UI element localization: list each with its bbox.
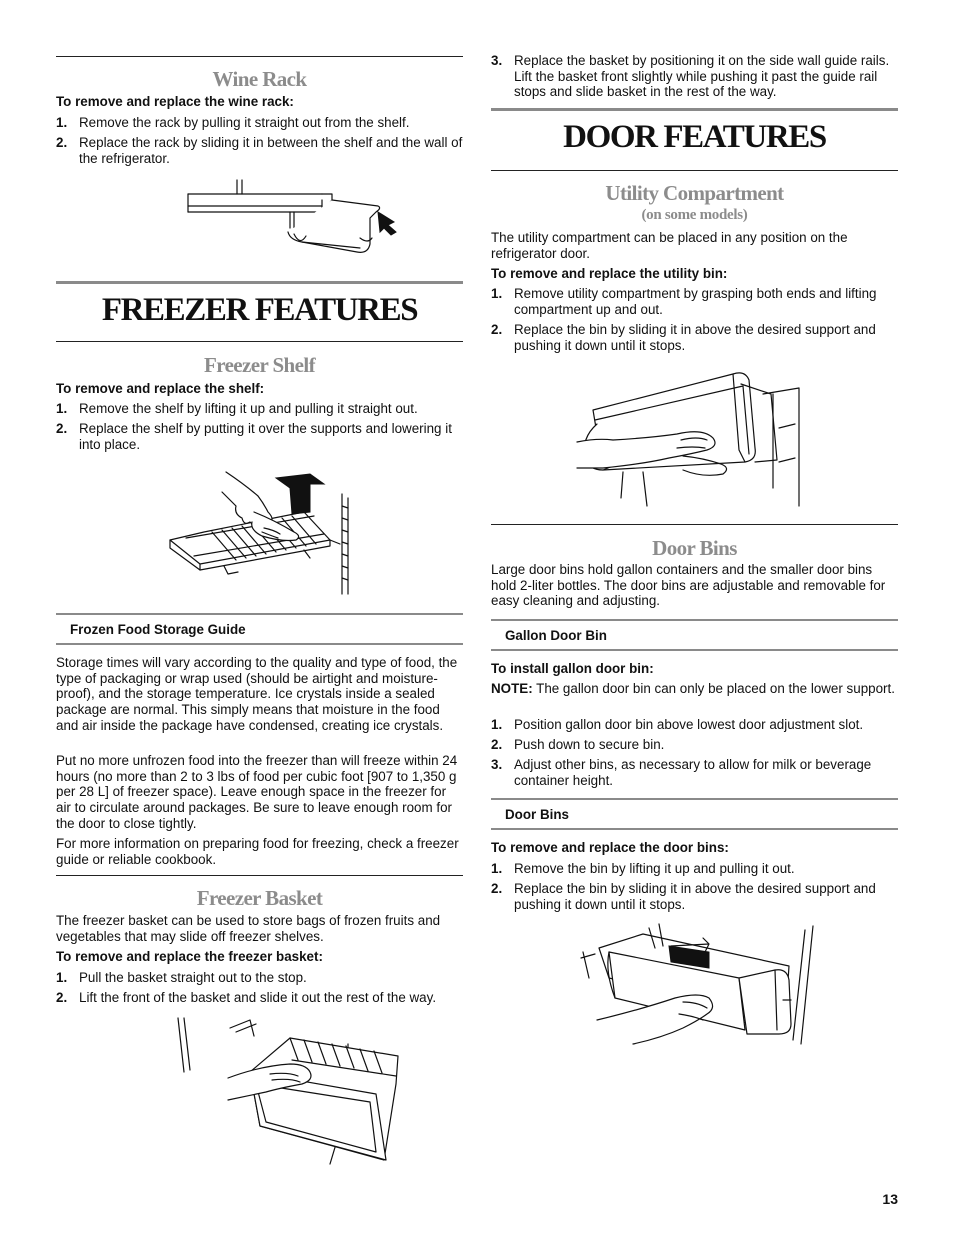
step-number: 1. bbox=[56, 970, 68, 985]
freezer-basket-step-1 bbox=[56, 970, 463, 986]
wine-rack-step-2 bbox=[56, 135, 463, 166]
step-number: 2. bbox=[56, 990, 68, 1005]
step-number: 3. bbox=[491, 757, 503, 772]
step-number: 1. bbox=[56, 401, 68, 416]
section-rule bbox=[491, 170, 898, 171]
utility-compartment-heading: Utility Compartment bbox=[605, 181, 784, 205]
storage-guide-heading: Frozen Food Storage Guide bbox=[70, 622, 246, 637]
note-text: The gallon door bin can only be placed on the lower support. bbox=[532, 681, 895, 696]
utility-step-1 bbox=[491, 286, 898, 317]
step-text: Lift the front of the basket and slide it out the rest of the way. bbox=[79, 990, 437, 1005]
gallon-instruction: To install gallon door bin: bbox=[491, 661, 654, 676]
freezer-basket-illustration bbox=[170, 1014, 410, 1172]
door-bins-intro: Large door bins hold gallon containers and the smaller door bins hold 2-liter bottles. The door bins are adjustable and removable for easy cleaning and adjusting. bbox=[491, 562, 886, 609]
door-bins-subheading: Door Bins bbox=[505, 807, 569, 822]
note-label: NOTE: bbox=[491, 681, 533, 696]
storage-paragraph-2: Put no more unfrozen food into the freezer than will freeze within 24 hours (no more than 2 to 3 lbs of food per cubic foot [907 to 1,350 g per 28 L] of freezer space). Leave enough space in the freezer for air to circulate around packages. Be sure to leave enough room for the door to close tightly. bbox=[56, 753, 458, 831]
step-text: Replace the shelf by putting it over the supports and lowering it into place. bbox=[79, 421, 452, 452]
step-number: 2. bbox=[56, 421, 68, 436]
gallon-step-1 bbox=[491, 717, 898, 733]
step-number: 3. bbox=[491, 53, 503, 68]
freezer-basket-intro: The freezer basket can be used to store bags of frozen fruits and vegetables that may slide off freezer shelves. bbox=[56, 913, 441, 944]
step-text: Remove the rack by pulling it straight out from the shelf. bbox=[79, 115, 410, 130]
step-text: Remove the shelf by lifting it up and pulling it straight out. bbox=[79, 401, 418, 416]
gallon-note bbox=[491, 681, 898, 697]
wine-rack-instruction: To remove and replace the wine rack: bbox=[56, 94, 294, 109]
utility-step-2 bbox=[491, 322, 898, 353]
step-text: Remove utility compartment by grasping both ends and lifting compartment up and out. bbox=[514, 286, 877, 317]
freezer-shelf-step-1 bbox=[56, 401, 463, 417]
step-number: 2. bbox=[56, 135, 68, 150]
wine-rack-step-1 bbox=[56, 115, 463, 131]
utility-intro: The utility compartment can be placed in any position on the refrigerator door. bbox=[491, 230, 848, 261]
freezer-basket-heading: Freezer Basket bbox=[196, 886, 323, 910]
section-rule bbox=[56, 875, 463, 876]
table-rule bbox=[491, 619, 898, 621]
section-rule bbox=[491, 524, 898, 525]
table-rule bbox=[56, 613, 463, 615]
door-bins-heading: Door Bins bbox=[652, 536, 737, 560]
step-number: 2. bbox=[491, 881, 503, 896]
storage-paragraph-3: For more information on preparing food for freezing, check a freezer guide or reliable cookbook. bbox=[56, 836, 459, 867]
step-text: Replace the basket by positioning it on the side wall guide rails. Lift the basket front slightly while pushing it past the guide rail stops and slide basket in the rest of the way. bbox=[514, 53, 890, 100]
step-number: 2. bbox=[491, 737, 503, 752]
step-number: 1. bbox=[56, 115, 68, 130]
step-text: Push down to secure bin. bbox=[514, 737, 665, 752]
table-rule bbox=[491, 798, 898, 800]
table-rule bbox=[56, 643, 463, 645]
step-number: 1. bbox=[491, 861, 503, 876]
door-bins-step-2 bbox=[491, 881, 898, 912]
step-text: Adjust other bins, as necessary to allow for milk or beverage container height. bbox=[514, 757, 872, 788]
step-number: 1. bbox=[491, 717, 503, 732]
freezer-shelf-step-2 bbox=[56, 421, 463, 452]
freezer-shelf-illustration bbox=[164, 466, 358, 598]
freezer-basket-step-2 bbox=[56, 990, 463, 1006]
freezer-basket-step-3 bbox=[491, 53, 898, 100]
step-text: Replace the rack by sliding it in between the shelf and the wall of the refrigerator. bbox=[79, 135, 463, 166]
step-text: Remove the bin by lifting it up and pulling it out. bbox=[514, 861, 795, 876]
page-number: 13 bbox=[882, 1191, 898, 1207]
gallon-step-3 bbox=[491, 757, 898, 788]
door-features-title: DOOR FEATURES bbox=[563, 119, 826, 155]
wine-rack-illustration bbox=[182, 178, 397, 266]
freezer-shelf-instruction: To remove and replace the shelf: bbox=[56, 381, 265, 396]
step-text: Replace the bin by sliding it in above the desired support and pushing it down until it stops. bbox=[514, 322, 876, 353]
step-number: 1. bbox=[491, 286, 503, 301]
door-bin-illustration bbox=[579, 922, 815, 1052]
utility-compartment-subheading: (on some models) bbox=[641, 207, 748, 223]
gallon-door-bin-heading: Gallon Door Bin bbox=[505, 628, 607, 643]
utility-instruction: To remove and replace the utility bin: bbox=[491, 266, 728, 281]
table-rule bbox=[491, 649, 898, 651]
door-bins-step-1 bbox=[491, 861, 898, 877]
freezer-shelf-heading: Freezer Shelf bbox=[204, 353, 315, 377]
utility-compartment-illustration bbox=[573, 368, 805, 508]
step-text: Position gallon door bin above lowest door adjustment slot. bbox=[514, 717, 864, 732]
section-rule bbox=[56, 341, 463, 342]
freezer-features-title: FREEZER FEATURES bbox=[101, 292, 418, 328]
section-rule bbox=[56, 56, 463, 57]
storage-paragraph-1: Storage times will vary according to the quality and type of food, the type of packaging or wrap used (should be airtight and moisture-proof), and the storage temperature. Ice crystals inside a sealed package are normal. This simply means that moisture in the food and air inside the package have condensed, creating ice crystals. bbox=[56, 655, 458, 733]
step-number: 2. bbox=[491, 322, 503, 337]
gallon-step-2 bbox=[491, 737, 898, 753]
section-rule bbox=[491, 108, 898, 111]
step-text: Pull the basket straight out to the stop. bbox=[79, 970, 307, 985]
wine-rack-heading: Wine Rack bbox=[212, 67, 307, 91]
section-rule bbox=[56, 281, 463, 284]
door-bins-instruction: To remove and replace the door bins: bbox=[491, 840, 729, 855]
table-rule bbox=[491, 828, 898, 830]
step-text: Replace the bin by sliding it in above the desired support and pushing it down until it stops. bbox=[514, 881, 876, 912]
freezer-basket-instruction: To remove and replace the freezer basket: bbox=[56, 949, 323, 964]
